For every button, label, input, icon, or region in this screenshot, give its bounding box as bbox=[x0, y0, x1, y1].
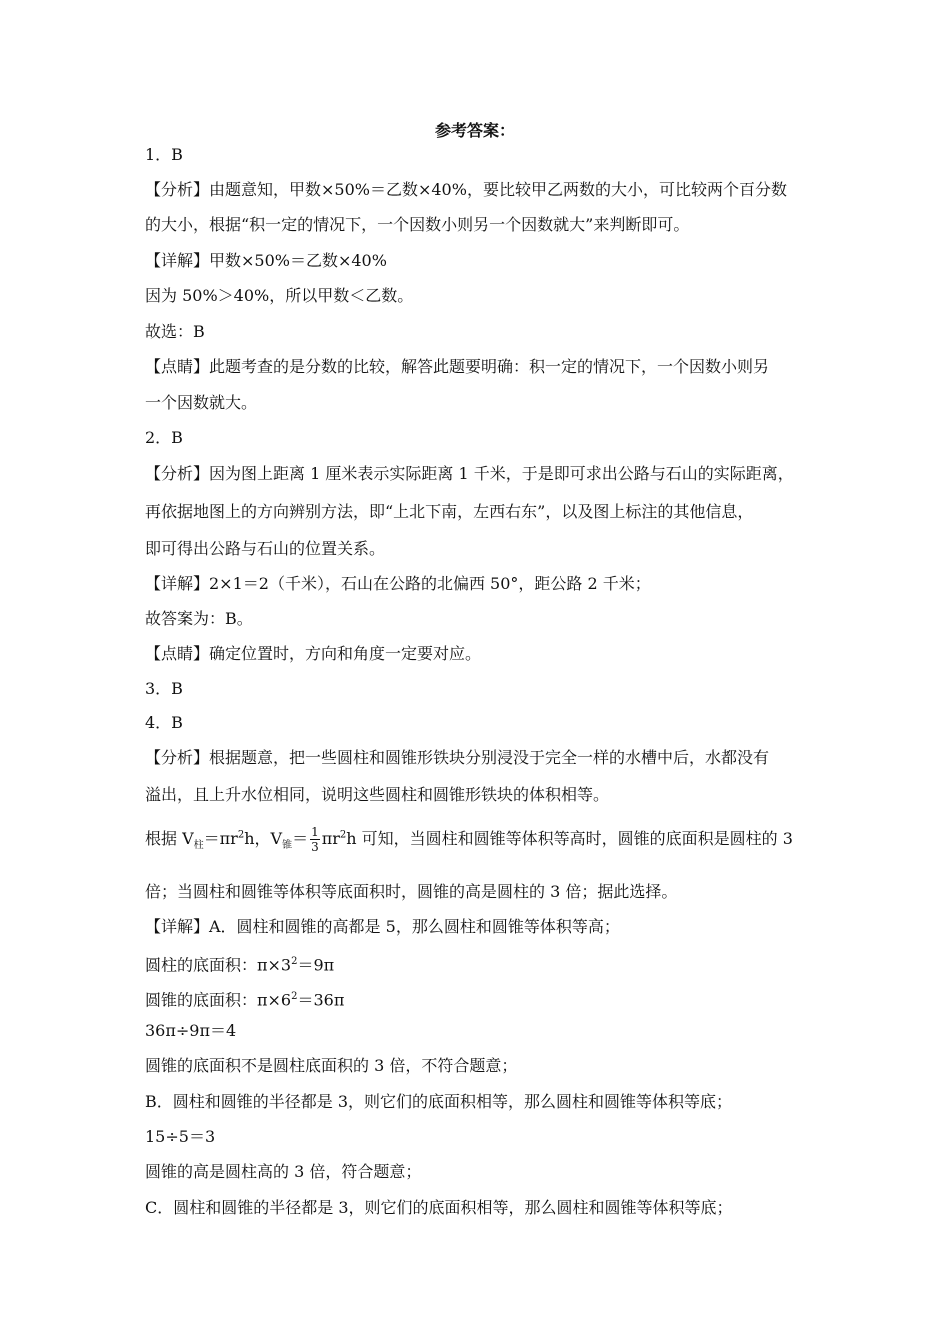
text-line: 圆锥的底面积不是圆柱底面积的 3 倍，不符合题意； bbox=[145, 1056, 518, 1075]
page-title: 参考答案： bbox=[434, 121, 515, 140]
text-line: 一个因数就大。 bbox=[145, 393, 258, 412]
formula-line bbox=[145, 825, 793, 856]
text-line: 15÷5＝3 bbox=[145, 1127, 216, 1146]
formula-superscript: 2 bbox=[339, 829, 347, 841]
text-line: 倍；当圆柱和圆锥等体积等底面积时，圆锥的高是圆柱的 3 倍；据此选择。 bbox=[145, 882, 678, 901]
text-line: 【详解】A．圆柱和圆锥的高都是 5，那么圆柱和圆锥等体积等高； bbox=[145, 917, 620, 936]
area-line bbox=[145, 987, 344, 1010]
text-line: 溢出，且上升水位相同，说明这些圆柱和圆锥形铁块的体积相等。 bbox=[145, 785, 610, 804]
fraction-denominator: 3 bbox=[311, 840, 319, 854]
text-line: 【点睛】确定位置时，方向和角度一定要对应。 bbox=[145, 644, 482, 663]
text-line: 2．B bbox=[145, 428, 183, 447]
text-line: 【分析】由题意知，甲数×50%＝乙数×40%，要比较甲乙两数的大小，可比较两个百分数 bbox=[145, 180, 787, 199]
formula-text: h 可知，当圆柱和圆锥等体积等高时，圆锥的底面积是圆柱的 3 bbox=[346, 829, 793, 848]
formula-text: h，V bbox=[244, 829, 283, 848]
text-line: 故答案为：B。 bbox=[145, 609, 253, 628]
text-line: 36π÷9π＝4 bbox=[145, 1021, 237, 1040]
formula-text: ＝πr bbox=[203, 829, 238, 848]
text-line: 4．B bbox=[145, 713, 183, 732]
formula-subscript: 柱 bbox=[193, 840, 204, 852]
formula-subscript: 锥 bbox=[282, 840, 293, 852]
text-line: 【点睛】此题考查的是分数的比较，解答此题要明确：积一定的情况下，一个因数小则另 bbox=[145, 357, 770, 376]
formula-superscript: 2 bbox=[291, 956, 298, 967]
text-line: B．圆柱和圆锥的半径都是 3，则它们的底面积相等，那么圆柱和圆锥等体积等底； bbox=[145, 1092, 733, 1111]
fraction bbox=[310, 825, 320, 854]
formula-text: ＝9π bbox=[297, 955, 335, 975]
text-line: 【分析】因为图上距离 1 厘米表示实际距离 1 千米，于是即可求出公路与石山的实际距离， bbox=[145, 464, 794, 483]
formula-text: 圆柱的底面积：π×3 bbox=[145, 955, 292, 975]
text-line: 再依据地图上的方向辨别方法，即“上北下南，左西右东”，以及图上标注的其他信息， bbox=[145, 502, 754, 521]
formula-text: 根据 V bbox=[145, 829, 194, 848]
formula-text: πr bbox=[321, 829, 340, 848]
text-line: 【详解】2×1＝2（千米），石山在公路的北偏西 50°，距公路 2 千米； bbox=[145, 574, 651, 593]
text-line: 的大小，根据“积一定的情况下，一个因数小则另一个因数就大”来判断即可。 bbox=[145, 215, 690, 234]
formula-superscript: 2 bbox=[237, 829, 245, 841]
formula-superscript: 2 bbox=[291, 991, 298, 1002]
text-line: 因为 50%＞40%，所以甲数＜乙数。 bbox=[145, 286, 414, 305]
text-line: 1．B bbox=[145, 145, 183, 164]
text-line: 圆锥的高是圆柱高的 3 倍，符合题意； bbox=[145, 1162, 422, 1181]
formula-text: ＝ bbox=[292, 829, 309, 848]
text-line: 【分析】根据题意，把一些圆柱和圆锥形铁块分别浸没于完全一样的水槽中后，水都没有 bbox=[145, 748, 770, 767]
text-line: 即可得出公路与石山的位置关系。 bbox=[145, 539, 386, 558]
text-line: 【详解】甲数×50%＝乙数×40% bbox=[145, 251, 387, 270]
formula-text: 圆锥的底面积：π×6 bbox=[145, 990, 292, 1010]
fraction-numerator: 1 bbox=[311, 825, 319, 839]
area-line bbox=[145, 952, 334, 975]
text-line: 故选：B bbox=[145, 322, 205, 341]
formula-text: ＝36π bbox=[297, 990, 345, 1010]
text-line: C．圆柱和圆锥的半径都是 3，则它们的底面积相等，那么圆柱和圆锥等体积等底； bbox=[145, 1198, 733, 1217]
text-line: 3．B bbox=[145, 679, 183, 698]
